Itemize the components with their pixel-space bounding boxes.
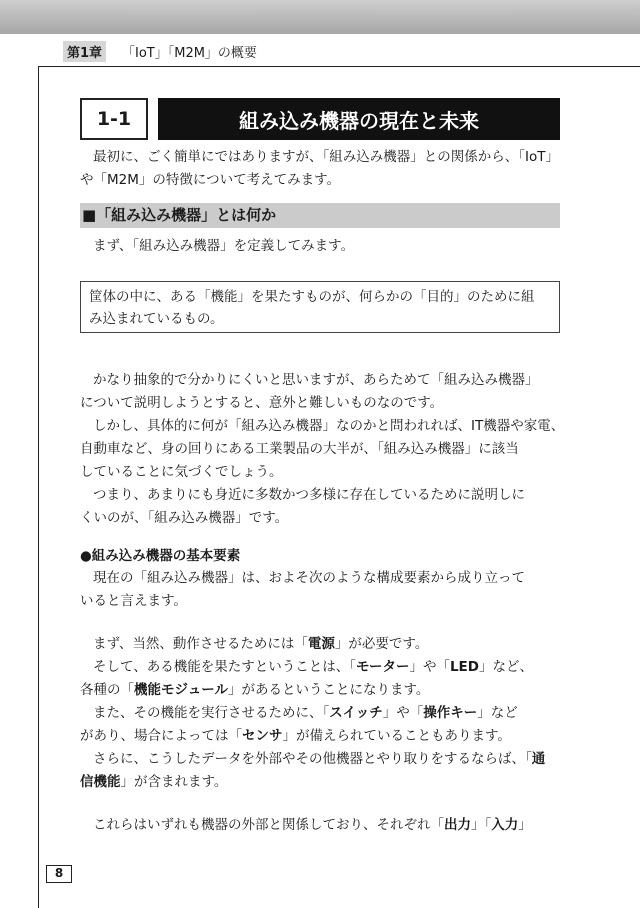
body-line xyxy=(93,748,545,771)
text: また、その機能を実行させるために、「 xyxy=(93,705,330,721)
text: 」など、 xyxy=(478,659,533,675)
text: 」「 xyxy=(471,817,492,833)
term-sensor: センサ xyxy=(242,728,283,744)
term-operation-key: 操作キー xyxy=(423,705,478,721)
intro-line: や「M2M」の特徴について考えてみます。 xyxy=(80,172,341,188)
body-line: 現在の「組み込み機器」は、およそ次のような構成要素から成り立って xyxy=(93,570,525,586)
text: そして、ある機能を果たすということは、「 xyxy=(93,659,356,675)
text: まず、当然、動作させるためには「 xyxy=(93,636,308,652)
body-line xyxy=(80,771,227,794)
definition-line: み込まれているもの。 xyxy=(89,311,224,327)
body-line: について説明しようとすると、意外と難しいものなのです。 xyxy=(80,395,444,411)
term-power: 電源 xyxy=(307,636,335,652)
text: 」 xyxy=(518,817,532,833)
body-line xyxy=(93,656,533,679)
text: 」が備えられていることもあります。 xyxy=(282,728,511,744)
definition-box xyxy=(80,281,560,333)
section-title: 組み込み機器の現在と未来 xyxy=(158,98,560,140)
definition-line: 筐体の中に、ある「機能」を果たすものが、何らかの「目的」のために組 xyxy=(89,289,535,305)
term-led: LED xyxy=(449,659,479,675)
text: があり、場合によっては「 xyxy=(80,728,242,744)
text: 」や「 xyxy=(382,705,424,721)
paragraph: まず、「組み込み機器」を定義してみます。 xyxy=(93,238,355,254)
body-line: いると言えます。 xyxy=(80,593,187,609)
margin-rule xyxy=(38,66,39,908)
body-line: 自動車など、身の回りにある工業製品の大半が、「組み込み機器」に該当 xyxy=(80,441,519,457)
text: 」があるということになります。 xyxy=(227,682,430,698)
chapter-header xyxy=(38,34,640,67)
body-line: つまり、あまりにも身近に多数かつ多様に存在しているために説明しに xyxy=(93,487,525,503)
term-output: 出力 xyxy=(444,817,471,833)
text: 」など xyxy=(477,705,518,721)
text: 」が必要です。 xyxy=(334,636,429,652)
term-motor: モーター xyxy=(355,659,410,675)
term-switch: スイッチ xyxy=(329,705,383,721)
body-line xyxy=(80,679,429,702)
text: 」や「 xyxy=(409,659,450,675)
top-header-bar xyxy=(0,0,640,34)
text: 」が含まれます。 xyxy=(120,774,228,790)
text: さらに、こうしたデータを外部やその他機器とやり取りをするならば、「 xyxy=(93,751,532,767)
body-line: しかし、具体的に何が「組み込み機器」なのかと問われれば、IT機器や家電、 xyxy=(93,418,565,434)
body-line xyxy=(93,814,532,837)
term-input: 入力 xyxy=(491,817,519,833)
term-function-module: 機能モジュール xyxy=(134,682,228,698)
section-number: 1-1 xyxy=(80,98,148,140)
page-number: 8 xyxy=(46,865,72,883)
term-communication: 通 xyxy=(531,751,546,767)
chapter-label: 第1章 xyxy=(63,41,106,62)
body-line xyxy=(93,702,518,725)
chapter-title: 「IoT」「M2M」の概要 xyxy=(122,46,257,61)
body-line xyxy=(93,633,428,656)
text: これらはいずれも機器の外部と関係しており、それぞれ「 xyxy=(93,817,444,833)
intro-line: 最初に、ごく簡単にではありますが、「組み込み機器」との関係から、「IoT」 xyxy=(93,149,559,165)
body-line: かなり抽象的で分かりにくいと思いますが、あらためて「組み込み機器」 xyxy=(93,372,539,388)
term-communication: 信機能 xyxy=(80,774,121,790)
heading-what-is-embedded: ■「組み込み機器」とは何か xyxy=(80,203,560,228)
body-line: していることに気づくでしょう。 xyxy=(80,464,283,480)
body-line: くいのが、「組み込み機器」です。 xyxy=(80,510,289,526)
body-line xyxy=(80,725,511,748)
subheading-basic-elements: ●組み込み機器の基本要素 xyxy=(80,548,241,564)
text: 各種の「 xyxy=(80,682,134,698)
